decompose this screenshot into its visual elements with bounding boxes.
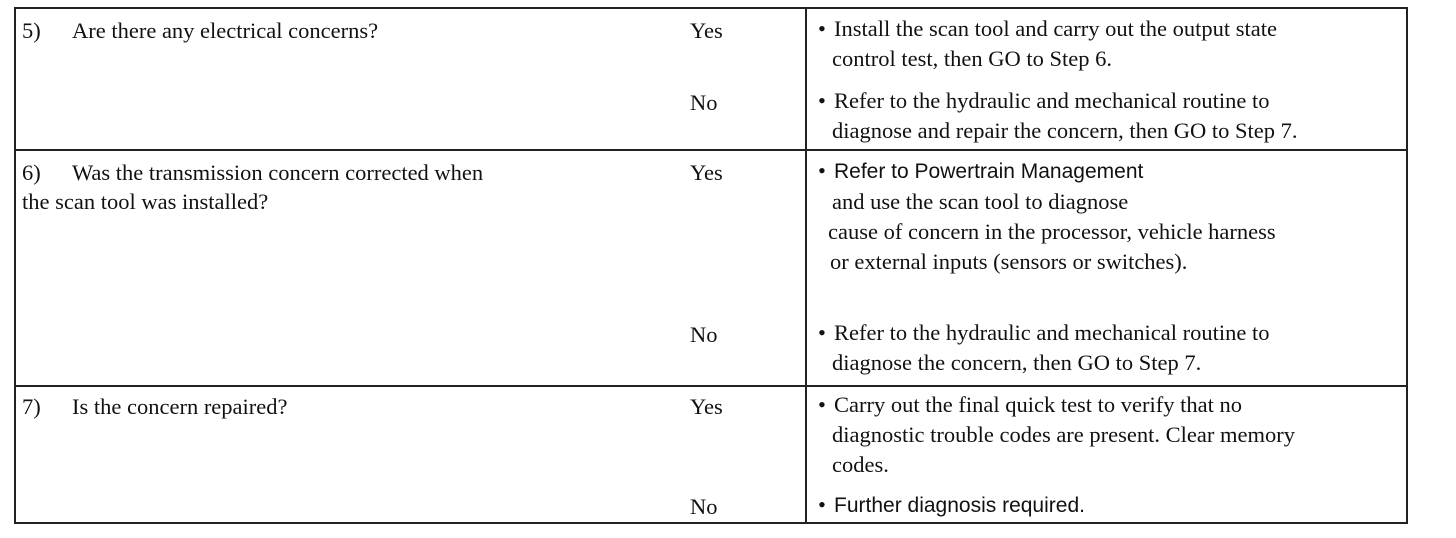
action-line: or external inputs (sensors or switches). [830,249,1188,274]
action-yes [818,156,1276,277]
column-divider [805,387,807,524]
question-step-7 [22,392,288,421]
action-line: Refer to the hydraulic and mechanical routine to [834,320,1270,345]
action-line: cause of concern in the processor, vehicle harness [828,219,1276,244]
answer-no: No [690,494,718,519]
bullet: • [818,158,826,183]
step-number: 7) [22,394,41,419]
step-number: 6) [22,160,41,185]
action-line: diagnostic trouble codes are present. Clear memory [832,422,1295,447]
action-no [818,86,1297,146]
bullet: • [818,492,826,517]
table-row-step-5 [16,9,1406,151]
table-row-step-6 [16,151,1406,387]
question-text: Are there any electrical concerns? [72,18,379,43]
action-no [818,318,1269,378]
action-lead: Refer to [834,160,915,183]
action-line: and use the scan tool to diagnose [832,189,1129,214]
bullet: • [818,392,826,417]
answer-no: No [690,90,718,115]
action-line: codes. [832,452,889,477]
action-line: diagnose the concern, then GO to Step 7. [832,350,1202,375]
answer-no: No [690,322,718,347]
question-text: Was the transmission concern corrected when [72,160,484,185]
action-line: Further diagnosis required. [834,494,1085,517]
answer-yes: Yes [690,160,723,185]
column-divider [805,151,807,385]
column-divider [805,9,807,149]
question-step-6 [22,158,483,216]
step-number: 5) [22,18,41,43]
question-text: the scan tool was installed? [22,189,269,214]
action-line: diagnose and repair the concern, then GO to Step 7. [832,118,1298,143]
action-line: control test, then GO to Step 6. [832,46,1112,71]
bullet: • [818,88,826,113]
table-row-step-7 [16,387,1406,524]
action-no [818,490,1085,521]
action-yes [818,390,1295,480]
question-text: Is the concern repaired? [72,394,288,419]
action-yes [818,14,1277,74]
answer-yes: Yes [690,394,723,419]
answer-yes: Yes [690,18,723,43]
question-step-5 [22,16,378,45]
action-line: Install the scan tool and carry out the output state [834,16,1278,41]
diagnostic-table [14,7,1408,524]
bullet: • [818,16,826,41]
bullet: • [818,320,826,345]
action-line: Carry out the final quick test to verify that no [834,392,1243,417]
action-line: Refer to the hydraulic and mechanical routine to [834,88,1270,113]
action-emphasis: Powertrain Management [914,160,1144,183]
